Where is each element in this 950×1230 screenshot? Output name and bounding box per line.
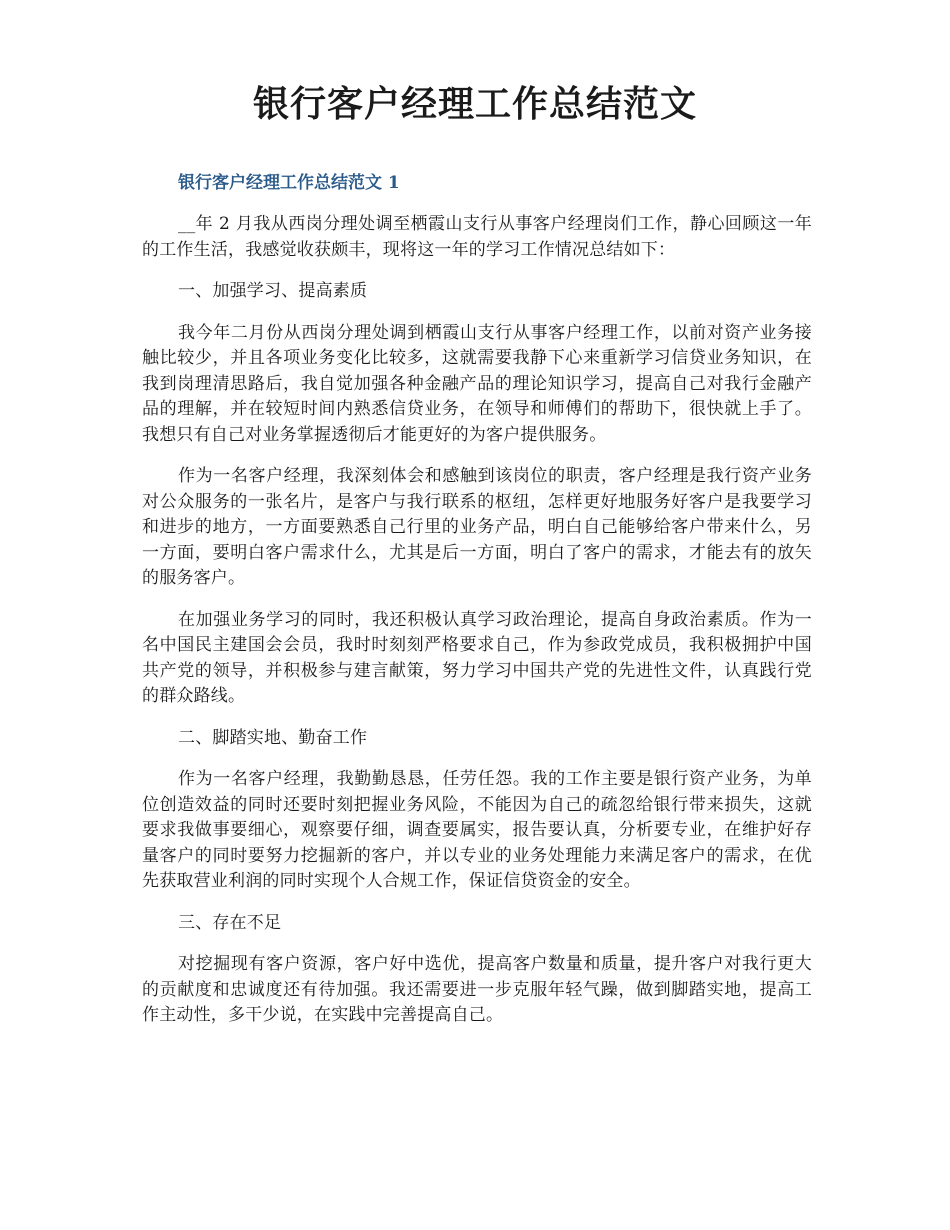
paragraph-work: 作为一名客户经理，我勤勤恳恳，任劳任怨。我的工作主要是银行资产业务，为单位创造效益的同时还要时刻把握业务风险，不能因为自己的疏忽给银行带来损失，这就要求我做事要细心，观察要仔细，调查要属实，报告要认真，分析要专业，在维护好存量客户的同时要努力挖掘新的客户，并以专业的业务处理能力来满足客户的需求，在优先获取营业利润的同时实现个人合规工作，保证信贷资金的安全。 (142, 769, 812, 891)
paragraph-shortcomings: 对挖掘现有客户资源，客户好中选优，提高客户数量和质量，提升客户对我行更大的贡献度和忠诚度还有待加强。我还需要进一步克服年轻气躁，做到脚踏实地，提高工作主动性，多干少说，在实践中完善提高自己。 (142, 954, 812, 1025)
paragraph-study-2: 作为一名客户经理，我深刻体会和感触到该岗位的职责，客户经理是我行资产业务对公众服务的一张名片，是客户与我行联系的枢纽，怎样更好地服务好客户是我要学习和进步的地方，一方面要熟悉自己行里的业务产品，明白自己能够给客户带来什么，另一方面，要明白客户需求什么，尤其是后一方面，明白了客户的需求，才能去有的放矢的服务客户。 (142, 466, 812, 588)
subheading-work: 二、脚踏实地、勤奋工作 (178, 727, 368, 748)
document-body (142, 212, 812, 1045)
intro-paragraph: __年 2 月我从西岗分理处调至栖霞山支行从事客户经理岗们工作，静心回顾这一年的工作生活，我感觉收获颇丰，现将这一年的学习工作情况总结如下： (142, 214, 812, 260)
subheading-study: 一、加强学习、提高素质 (178, 281, 368, 301)
paragraph-study-1: 我今年二月份从西岗分理处调到栖霞山支行从事客户经理工作，以前对资产业务接触比较少，并且各项业务变化比较多，这就需要我静下心来重新学习信贷业务知识，在我到岗理清思路后，我自觉加强各种金融产品的理论知识学习，提高自己对我行金融产品的理解，并在较短时间内熟悉信贷业务，在领导和师傅们的帮助下，很快就上手了。我想只有自己对业务掌握透彻后才能更好的为客户提供服务。 (142, 322, 812, 445)
section-heading: 银行客户经理工作总结范文 1 (178, 173, 400, 193)
subheading-shortcomings: 三、存在不足 (178, 912, 282, 933)
document-title: 银行客户经理工作总结范文 (252, 83, 697, 125)
paragraph-study-3: 在加强业务学习的同时，我还积极认真学习政治理论，提高自身政治素质。作为一名中国民主建国会会员，我时时刻刻严格要求自己，作为参政党成员，我积极拥护中国共产党的领导，并积极参与建言献策，努力学习中国共产党的先进性文件，认真践行党的群众路线。 (142, 609, 812, 706)
